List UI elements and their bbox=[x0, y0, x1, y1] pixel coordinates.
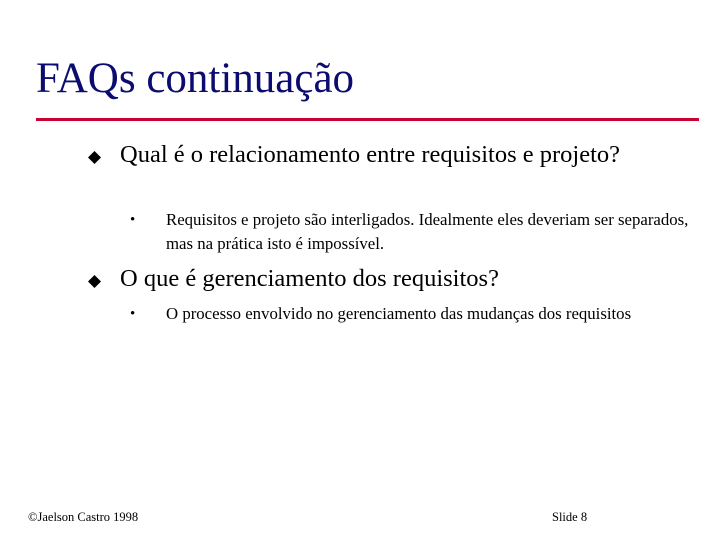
title-divider bbox=[36, 118, 699, 121]
sub-bullet-text: Requisitos e projeto são interligados. Idealmente eles deveriam ser separados, mas na prática isto é impossível. bbox=[166, 210, 689, 253]
bullet-text: Qual é o relacionamento entre requisitos e projeto? bbox=[120, 141, 621, 168]
footer-copyright: ©Jaelson Castro 1998 bbox=[28, 510, 139, 524]
slide-title: FAQs continuação bbox=[36, 55, 355, 102]
dot-bullet-icon: • bbox=[130, 306, 136, 322]
footer-slide-number: Slide 8 bbox=[552, 510, 588, 524]
diamond-bullet-icon bbox=[88, 151, 101, 164]
diamond-bullet-icon bbox=[88, 275, 101, 288]
dot-bullet-icon: • bbox=[130, 212, 136, 228]
sub-bullet-text: O processo envolvido no gerenciamento das mudanças dos requisitos bbox=[166, 304, 632, 323]
bullet-text: O que é gerenciamento dos requisitos? bbox=[120, 265, 499, 292]
